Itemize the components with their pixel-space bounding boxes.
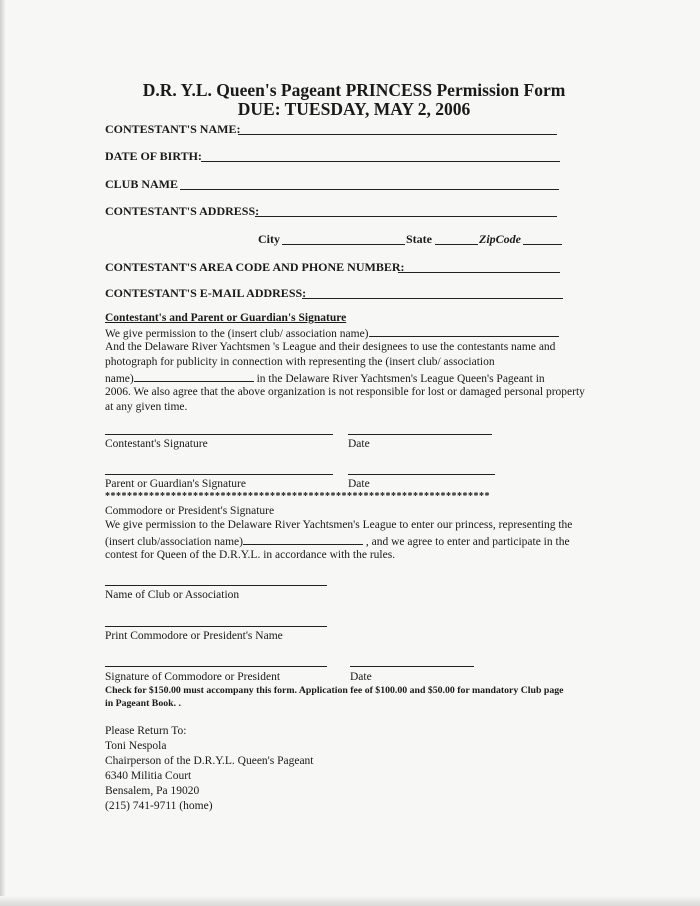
contestant-date-field[interactable] xyxy=(348,434,492,435)
return-name: Toni Nespola xyxy=(105,740,167,752)
city-field[interactable] xyxy=(282,244,405,245)
commodore-club-field[interactable] xyxy=(243,533,363,545)
form-title: D.R. Y.L. Queen's Pageant PRINCESS Permission Form xyxy=(142,80,566,100)
return-to-heading: Please Return To: xyxy=(105,725,187,737)
email-label: CONTESTANT'S E-MAIL ADDRESS: xyxy=(105,286,307,300)
zip-field[interactable] xyxy=(523,244,562,245)
commodore-signature-label: Signature of Commodore or President xyxy=(105,671,281,683)
state-field[interactable] xyxy=(435,244,478,245)
commodore-line-3: contest for Queen of the D.R.Y.L. in accordance with the rules. xyxy=(105,549,396,561)
return-role: Chairperson of the D.R.Y.L. Queen's Pageant xyxy=(105,755,314,767)
club-name-field[interactable] xyxy=(180,189,559,190)
city-label: City xyxy=(258,232,280,246)
contestant-signature-field[interactable] xyxy=(105,434,333,435)
fee-note-line-1: Check for $150.00 must accompany this form. Application fee of $100.00 and $50.00 for mandatory Club page xyxy=(105,685,564,696)
signature-section-heading: Contestant's and Parent or Guardian's Signature xyxy=(105,312,347,324)
phone-field[interactable] xyxy=(398,272,560,273)
club-name-label: CLUB NAME xyxy=(105,177,179,191)
club-association-field[interactable] xyxy=(105,585,327,586)
parent-signature-label: Parent or Guardian's Signature xyxy=(105,478,246,490)
permission-line-2: And the Delaware River Yachtsmen 's League and their designees to use the contestants name and xyxy=(105,341,556,353)
due-date: DUE: TUESDAY, MAY 2, 2006 xyxy=(237,99,471,119)
commodore-print-name-label: Print Commodore or President's Name xyxy=(105,630,283,642)
parent-signature-field[interactable] xyxy=(105,474,333,475)
commodore-signature-field[interactable] xyxy=(105,666,327,667)
email-field[interactable] xyxy=(302,298,563,299)
return-city: Bensalem, Pa 19020 xyxy=(105,785,200,797)
commodore-date-field[interactable] xyxy=(350,666,474,667)
commodore-print-name-field[interactable] xyxy=(105,626,327,627)
address-label: CONTESTANT'S ADDRESS: xyxy=(105,204,260,218)
permission-line-4b: in the Delaware River Yachtsmen's League Queen's Pageant in xyxy=(256,373,545,385)
date-of-birth-label: DATE OF BIRTH: xyxy=(105,149,202,163)
date-of-birth-field[interactable] xyxy=(201,161,560,162)
return-street: 6340 Militia Court xyxy=(105,770,192,782)
scan-edge-bottom xyxy=(0,896,700,906)
permission-line-3: photograph for publicity in connection with representing the (insert club/ association xyxy=(105,356,495,368)
zip-label: ZipCode xyxy=(479,232,521,246)
scan-edge-left xyxy=(0,0,6,906)
state-label: State xyxy=(406,232,432,246)
commodore-line-1: We give permission to the Delaware River Yachtsmen's League to enter our princess, representing the xyxy=(105,519,573,531)
phone-label: CONTESTANT'S AREA CODE AND PHONE NUMBER: xyxy=(105,260,405,274)
contestant-name-field[interactable] xyxy=(238,134,557,135)
permission-line-6: at any given time. xyxy=(105,401,188,413)
address-field[interactable] xyxy=(255,216,557,217)
parent-date-label: Date xyxy=(348,478,370,490)
star-divider: ********************************************************************** xyxy=(105,491,490,502)
club-association-label: Name of Club or Association xyxy=(105,589,240,601)
commodore-line-2a: (insert club/association name) xyxy=(105,536,243,548)
contestant-name-label: CONTESTANT'S NAME: xyxy=(105,122,241,136)
insert-club-field[interactable] xyxy=(369,325,559,337)
parent-date-field[interactable] xyxy=(348,474,495,475)
return-phone: (215) 741-9711 (home) xyxy=(105,800,213,812)
insert-association-field[interactable] xyxy=(134,370,254,382)
contestant-date-label: Date xyxy=(348,438,370,450)
commodore-heading: Commodore or President's Signature xyxy=(105,505,275,517)
permission-line-4a: name) xyxy=(105,373,134,385)
permission-line-5: 2006. We also agree that the above organization is not responsible for lost or damaged personal property xyxy=(105,386,585,398)
contestant-signature-label: Contestant's Signature xyxy=(105,438,208,450)
fee-note-line-2: in Pageant Book. . xyxy=(105,698,181,709)
commodore-date-label: Date xyxy=(350,671,372,683)
permission-line-1-text: We give permission to the (insert club/ association name) xyxy=(105,328,369,340)
commodore-line-2b: , and we agree to enter and participate in the xyxy=(365,536,570,548)
